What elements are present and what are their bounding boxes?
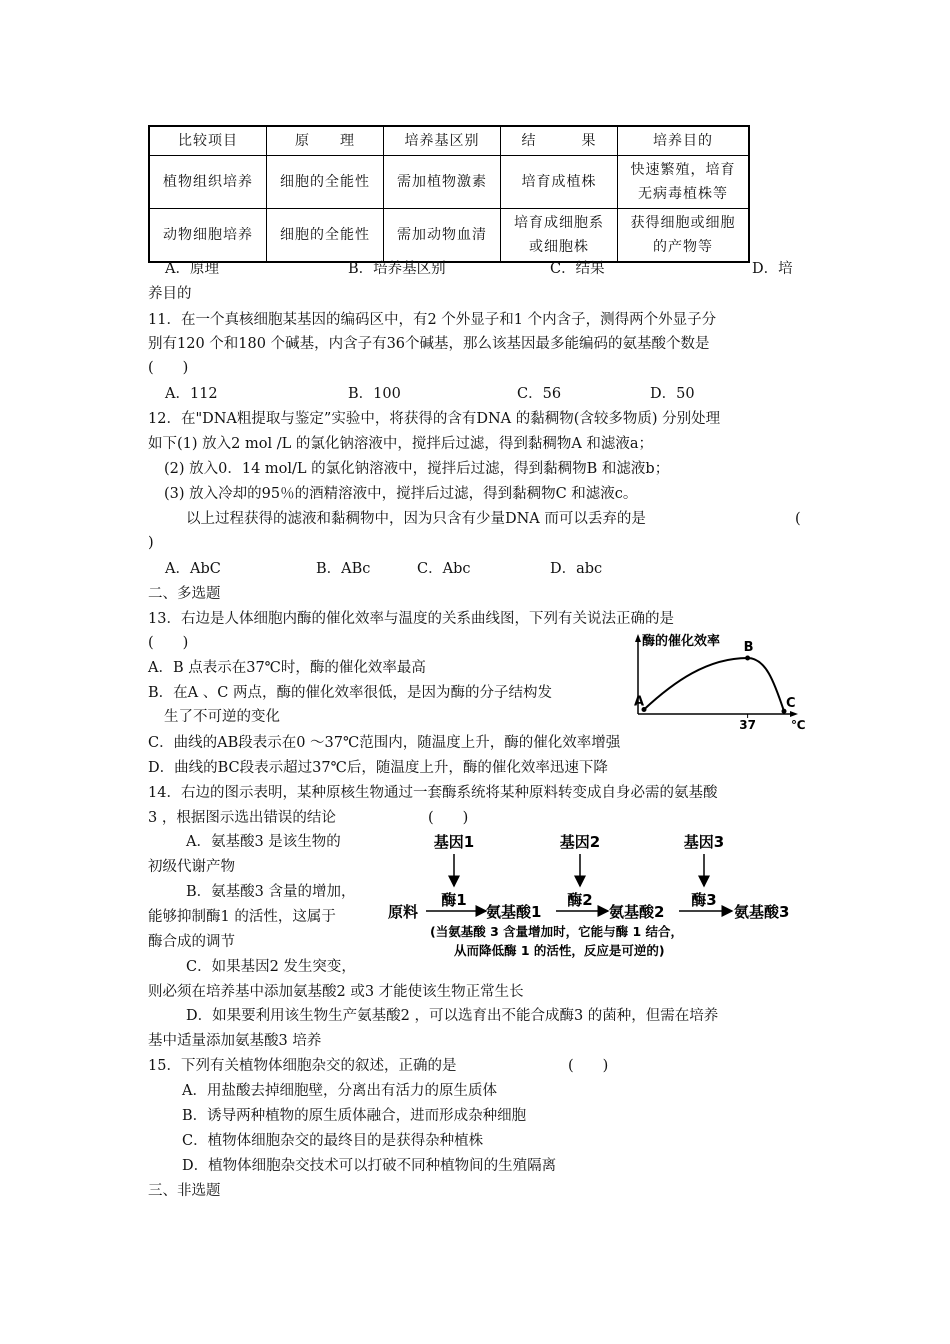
table-cell: 需加植物激素: [384, 156, 501, 209]
y-axis-arrow-icon: [635, 634, 641, 642]
enzyme-3-label: 酶3: [691, 891, 717, 909]
table-cell: 植物组织培养: [149, 156, 267, 209]
q12-stem-1: 12．在"DNA粗提取与鉴定”实验中，将获得的含有DNA 的黏稠物(含较多物质) 分别处理: [148, 411, 721, 427]
q13-paren: ( ): [148, 635, 189, 651]
table-header-cell: 培养基区别: [384, 126, 501, 156]
section-heading-multi: 二、多选题: [148, 586, 221, 602]
metabolic-pathway-diagram: [386, 828, 810, 962]
q11-option-c: C．56: [517, 386, 562, 402]
table-header-cell: 培养目的: [618, 126, 750, 156]
table-cell: 培育成细胞系或细胞株: [501, 209, 618, 263]
table-cell: 细胞的全能性: [267, 156, 384, 209]
table-cell: 快速繁殖，培育无病毒植株等: [618, 156, 750, 209]
q14-option-b-3: 酶合成的调节: [148, 934, 235, 950]
x-axis-unit: ℃: [791, 718, 806, 732]
point-label-b: B: [743, 640, 754, 655]
q13-option-b-2: 生了不可逆的变化: [164, 709, 280, 725]
q15-paren: ( ): [568, 1058, 609, 1074]
q10-option-d-cont: 养目的: [148, 286, 192, 302]
point-b: [745, 656, 750, 661]
q12-option-b: B．ABc: [316, 561, 371, 577]
pathway-note-1: (当氨基酸 3 含量增加时，它能与酶 1 结合，: [430, 924, 684, 939]
q12-stem-2: 如下(1) 放入2 mol /L 的氯化钠溶液中，搅拌后过滤，得到黏稠物A 和滤液a；: [148, 436, 654, 452]
q14-option-b-1: B．氨基酸3 含量的增加，: [186, 884, 356, 900]
q15-stem: 15．下列有关植物体细胞杂交的叙述，正确的是: [148, 1058, 457, 1074]
enzyme-temperature-chart: [628, 632, 808, 732]
q11-paren: ( ): [148, 360, 189, 376]
table-header-cell: 结 果: [501, 126, 618, 156]
raw-material-label: 原料: [388, 903, 419, 921]
q15-option-b: B．诱导两种植物的原生质体融合，进而形成杂种细胞: [182, 1108, 527, 1124]
q12-option-a: A．AbC: [165, 561, 221, 577]
gene-1-label: 基因1: [433, 833, 475, 851]
enzyme-1-label: 酶1: [441, 891, 467, 909]
q12-option-c: C．Abc: [417, 561, 471, 577]
q13-option-c: C．曲线的AB段表示在0 ～37℃范围内，随温度上升，酶的催化效率增强: [148, 735, 621, 751]
amino-acid-3-label: 氨基酸3: [734, 903, 790, 921]
table-cell: 动物细胞培养: [149, 209, 267, 263]
q14-option-d-1: D．如果要利用该生物生产氨基酸2 ，可以选育出不能合成酶3 的菌种，但需在培养: [186, 1008, 719, 1024]
gene-3-label: 基因3: [683, 833, 725, 851]
table-header-cell: 比较项目: [149, 126, 267, 156]
q12-step-3: (3) 放入冷却的95％的酒精溶液中，搅拌后过滤，得到黏稠物C 和滤液c。: [164, 486, 638, 502]
q11-stem-2: 别有120 个和180 个碱基，内含子有36个碱基，那么该基因最多能编码的氨基酸个数是: [148, 336, 710, 352]
chart-title: 酶的催化效率: [642, 634, 721, 649]
amino-acid-2-label: 氨基酸2: [609, 903, 665, 921]
q13-option-d: D．曲线的BC段表示超过37℃后，随温度上升，酶的催化效率迅速下降: [148, 760, 608, 776]
q14-option-b-2: 能够抑制酶1 的活性，这属于: [148, 909, 336, 925]
table-row: [149, 156, 749, 209]
q13-option-b-1: B．在A 、C 两点，酶的催化效率很低，是因为酶的分子结构发: [148, 685, 552, 701]
q10-option-d: D．培: [752, 261, 793, 277]
q15-option-d: D．植物体细胞杂交技术可以打破不同种植物间的生殖隔离: [182, 1158, 557, 1174]
q13-stem-1: 13．右边是人体细胞内酶的催化效率与温度的关系曲线图，下列有关说法正确的是: [148, 611, 674, 627]
q11-option-a: A．112: [165, 386, 218, 402]
q11-option-d: D．50: [650, 386, 695, 402]
q14-option-a-1: A．氨基酸3 是该生物的: [186, 834, 341, 850]
gene-2-label: 基因2: [559, 833, 601, 851]
table-cell: 培育成植株: [501, 156, 618, 209]
q11-stem-1: 11．在一个真核细胞某基因的编码区中，有2 个外显子和1 个内含子，测得两个外显子分: [148, 312, 717, 328]
q10-option-b: B．培养基区别: [348, 261, 446, 277]
q14-stem-1: 14．右边的图示表明，某种原核生物通过一套酶系统将某种原料转变成自身必需的氨基酸: [148, 785, 718, 801]
table-header-cell: 原 理: [267, 126, 384, 156]
x-tick-label: 37: [739, 718, 756, 732]
q14-paren: ( ): [428, 810, 469, 826]
pathway-note-2: 从而降低酶 1 的活性，反应是可逆的): [454, 943, 665, 958]
table-header-row: [149, 126, 749, 156]
table-cell: 需加动物血清: [384, 209, 501, 263]
point-label-c: C: [786, 696, 796, 712]
q15-option-c: C．植物体细胞杂交的最终目的是获得杂种植株: [182, 1133, 484, 1149]
q10-option-c: C．结果: [550, 261, 605, 277]
section-heading-nonselect: 三、非选题: [148, 1183, 221, 1199]
q12-option-d: D．abc: [550, 561, 603, 577]
x-axis-arrow-icon: [790, 711, 798, 717]
table-cell: 获得细胞或细胞的产物等: [618, 209, 750, 263]
enzyme-2-label: 酶2: [567, 891, 593, 909]
amino-acid-1-label: 氨基酸1: [486, 903, 542, 921]
point-label-a: A: [634, 694, 645, 710]
table-cell: 细胞的全能性: [267, 209, 384, 263]
comparison-table: [148, 125, 750, 263]
q15-option-a: A．用盐酸去掉细胞壁，分离出有活力的原生质体: [182, 1083, 497, 1099]
q12-paren-close: ): [148, 535, 154, 551]
efficiency-curve: [644, 658, 784, 711]
q14-option-c-1: C．如果基因2 发生突变，: [186, 959, 356, 975]
q11-option-b: B．100: [348, 386, 401, 402]
q12-step-2: (2) 放入0．14 mol/L 的氯化钠溶液中，搅拌后过滤，得到黏稠物B 和滤液b；: [164, 461, 670, 477]
q10-option-a: A．原理: [165, 261, 219, 277]
q14-stem-2: 3 ，根据图示选出错误的结论: [148, 810, 336, 826]
q12-question: 以上过程获得的滤液和黏稠物中，因为只含有少量DNA 而可以丢弃的是: [186, 511, 646, 527]
table-row: [149, 209, 749, 263]
q14-option-d-2: 基中适量添加氨基酸3 培养: [148, 1033, 322, 1049]
q14-option-a-2: 初级代谢产物: [148, 859, 235, 875]
q12-paren-open: (: [795, 511, 801, 527]
q14-option-c-2: 则必须在培养基中添加氨基酸2 或3 才能使该生物正常生长: [148, 984, 524, 1000]
q13-option-a: A．B 点表示在37℃时，酶的催化效率最高: [148, 660, 426, 676]
